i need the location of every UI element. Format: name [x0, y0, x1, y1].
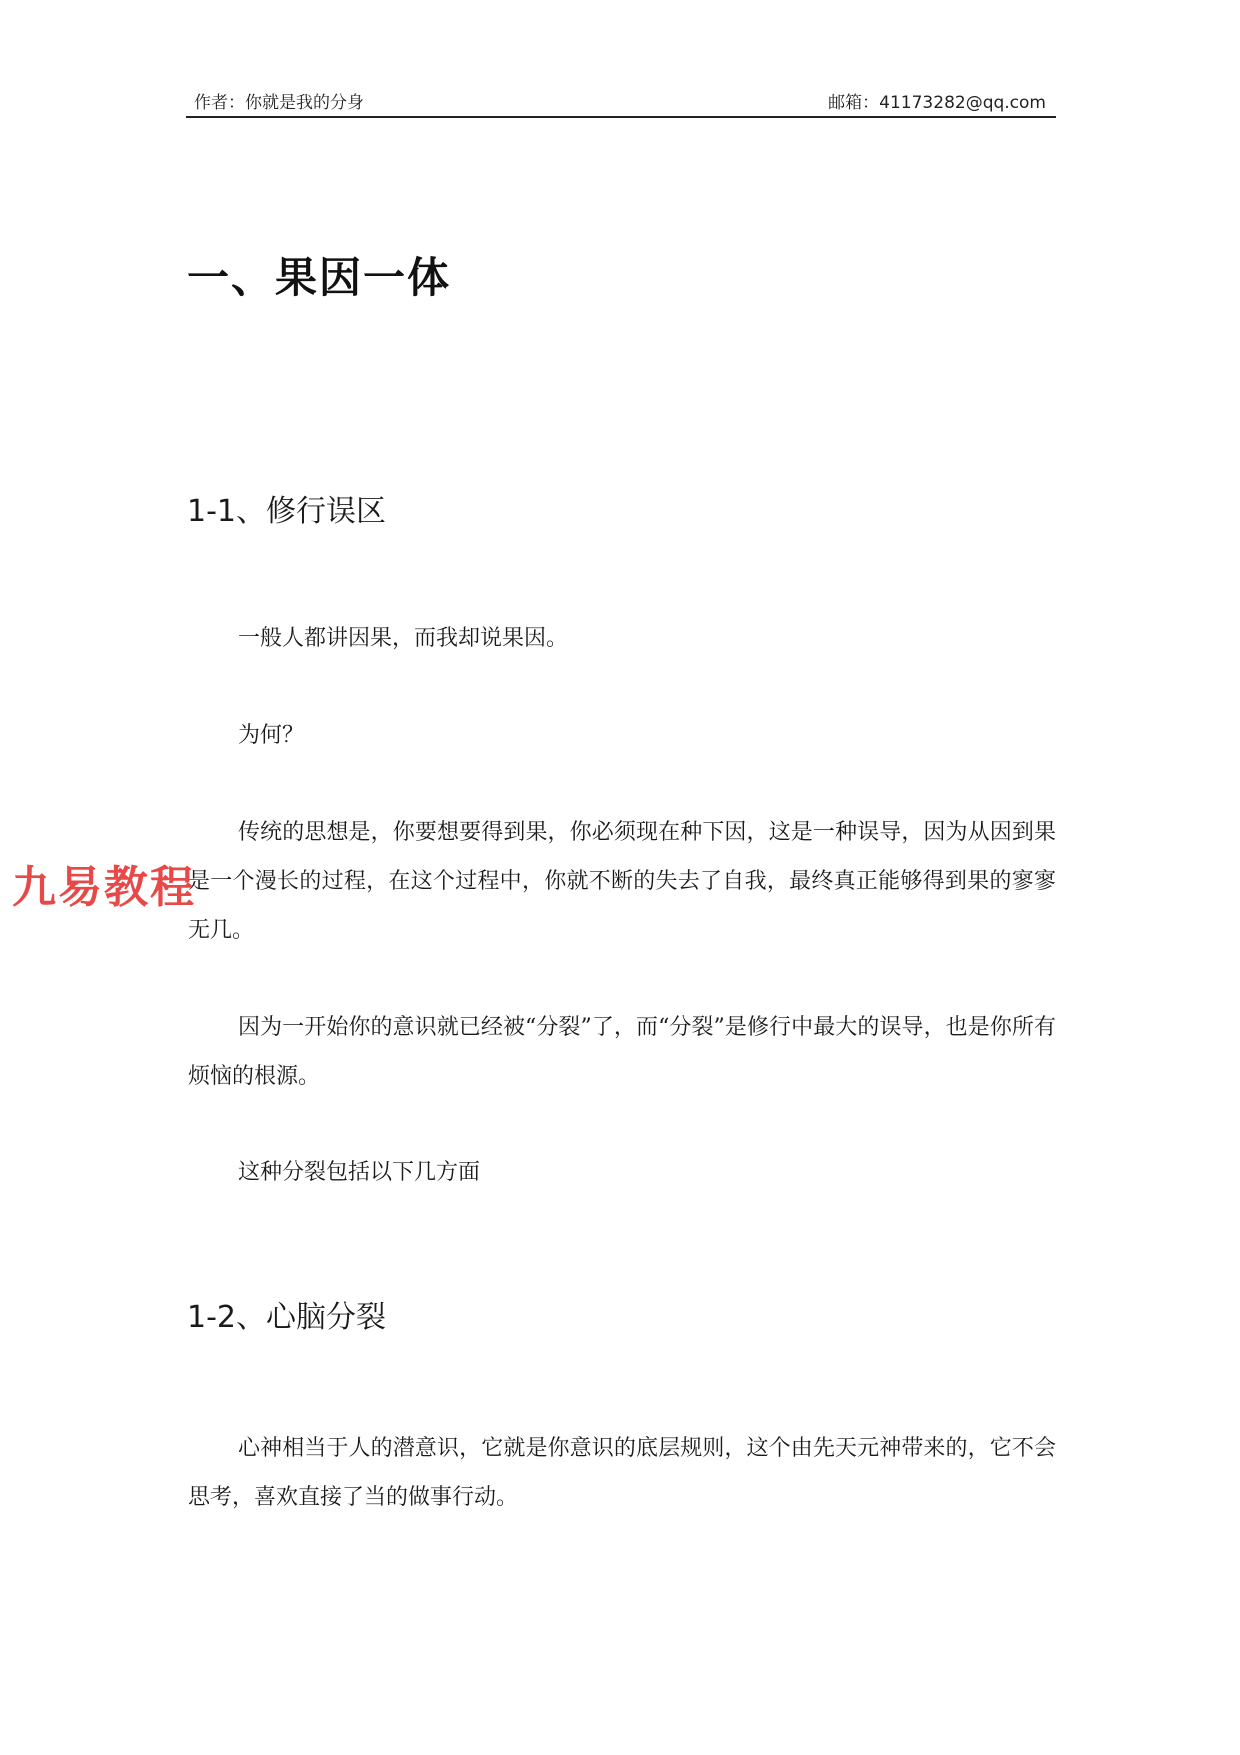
section-title-1-1: 1-1、修行误区	[187, 494, 386, 529]
section-title-1-2: 1-2、心脑分裂	[187, 1300, 386, 1335]
author-label: 作者：你就是我的分身	[194, 93, 364, 113]
paragraph: 一般人都讲因果，而我却说果因。	[238, 626, 569, 651]
watermark: 九易教程	[12, 862, 196, 913]
paragraph: 因为一开始你的意识就已经被“分裂”了，而“分裂”是修行中最大的误导，也是你所有烦恼的根源。	[188, 1015, 1056, 1089]
chapter-title: 一、果因一体	[187, 253, 452, 302]
paragraph: 为何？	[238, 723, 305, 748]
paragraph: 心神相当于人的潜意识，它就是你意识的底层规则，这个由先天元神带来的，它不会思考，喜欢直接了当的做事行动。	[188, 1436, 1056, 1510]
paragraph: 传统的思想是，你要想要得到果，你必须现在种下因，这是一种误导，因为从因到果是一个漫长的过程，在这个过程中，你就不断的失去了自我，最终真正能够得到果的寥寥无几。	[188, 820, 1056, 943]
page-header	[186, 86, 1056, 118]
paragraph: 这种分裂包括以下几方面	[238, 1160, 481, 1185]
email-label: 邮箱：41173282@qq.com	[828, 93, 1046, 113]
